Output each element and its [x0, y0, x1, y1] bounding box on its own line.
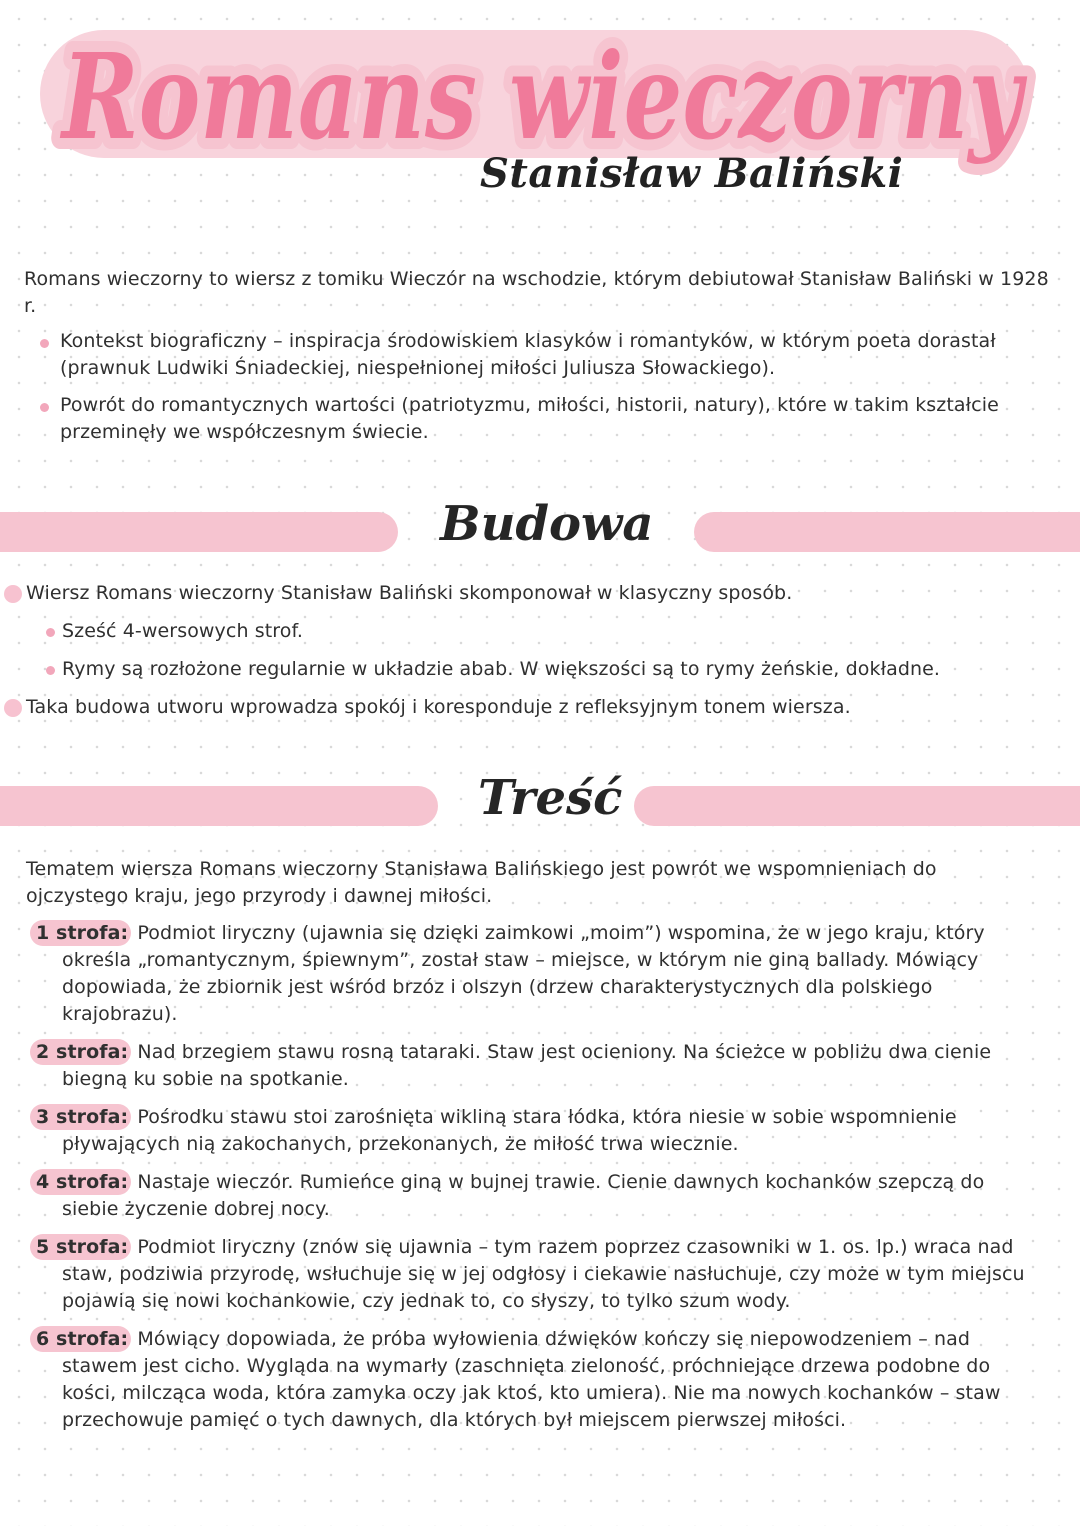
- bullet-dot-icon: [46, 628, 55, 637]
- stanza-text: Pośrodku stawu stoi zarośnięta wikliną stara łódka, która niesie w sobie wspomnienie pływających nią zakochanych, przekonanych, że miłość trwa wiecznie.: [62, 1106, 957, 1155]
- stanza-text: Mówiący dopowiada, że próba wyłowienia dźwięków kończy się niepowodzeniem – nad stawem jest cicho. Wygląda na wymarły (zaschnięta zieloność, próchniejące drzewa podobne do kości, milcząca woda, która zamyka oczy jak ktoś, kto umiera). Nie ma nowych kochanków – staw przechowuje pamięć o tych dawnych, dla których był miejscem pierwszej miłości.: [62, 1328, 1001, 1431]
- bullet-dot-icon: [4, 699, 22, 717]
- stanza-item: [30, 1039, 1045, 1093]
- list-item-text: Sześć 4-wersowych strof.: [62, 620, 304, 642]
- intro-paragraph: Romans wieczorny to wiersz z tomiku Wieczór na wschodzie, którym debiutował Stanisław Baliński w 1928 r.: [24, 268, 1049, 317]
- bullet-dot-icon: [40, 339, 49, 348]
- stanza-text-block: [36, 1326, 1045, 1434]
- section-divider-right: [694, 512, 1080, 552]
- list-item-text: Wiersz Romans wieczorny Stanisław Baliński skomponował w klasyczny sposób.: [26, 582, 793, 604]
- list-item: [0, 580, 1060, 618]
- title-block: [0, 0, 1080, 240]
- budowa-list: [0, 580, 1060, 732]
- list-item: [0, 656, 1060, 694]
- stanza-list: [30, 920, 1045, 1445]
- stanza-item: [30, 1169, 1045, 1223]
- section-divider-left: [0, 512, 398, 552]
- stanza-text-block: [36, 1104, 1045, 1158]
- intro-bullet-list: [40, 328, 1000, 456]
- stanza-label: 2 strofa:: [30, 1039, 131, 1065]
- stanza-label: 4 strofa:: [30, 1169, 131, 1195]
- author-name: Stanisław Baliński: [480, 150, 904, 197]
- stanza-text: Podmiot liryczny (ujawnia się dzięki zaimkowi „moim”) wspomina, że w jego kraju, który określa „romantycznym, śpiewnym”, został staw – miejsce, w którym nie giną ballady. Mówiący dopowiada, że zbiornik jest wśród brzóz i olszyn (drzew charakterystycznych dla polskiego krajobrazu).: [62, 922, 985, 1025]
- list-item: [0, 694, 1060, 732]
- section-divider-right: [634, 786, 1080, 826]
- stanza-item: [30, 1326, 1045, 1434]
- stanza-label: 1 strofa:: [30, 920, 131, 946]
- list-item-text: Kontekst biograficzny – inspiracja środowiskiem klasyków i romantyków, w którym poeta dorastał (prawnuk Ludwiki Śniadeckiej, niespełnionej miłości Juliusza Słowackiego).: [60, 330, 996, 379]
- list-item: [40, 392, 1000, 446]
- stanza-item: [30, 1104, 1045, 1158]
- stanza-text-block: [36, 1234, 1045, 1315]
- list-item-text: Powrót do romantycznych wartości (patriotyzmu, miłości, historii, natury), które w takim kształcie przeminęły we współczesnym świecie.: [60, 394, 999, 443]
- tresc-intro-paragraph: Tematem wiersza Romans wieczorny Stanisława Balińskiego jest powrót we wspomnieniach do ojczystego kraju, jego przyrody i dawnej miłości.: [26, 858, 937, 907]
- stanza-label: 3 strofa:: [30, 1104, 131, 1130]
- stanza-text-block: [36, 920, 1045, 1028]
- section-title-tresc: Treść: [478, 770, 623, 826]
- title-outline: Romans wieczorny: [59, 27, 1028, 166]
- bullet-dot-icon: [40, 403, 49, 412]
- list-item: [40, 328, 1000, 382]
- bullet-dot-icon: [46, 666, 55, 675]
- section-title-budowa: Budowa: [440, 496, 654, 552]
- list-item: [0, 618, 1060, 656]
- bullet-dot-icon: [4, 585, 22, 603]
- stanza-item: [30, 1234, 1045, 1315]
- title-lettering: [0, 0, 1080, 240]
- list-item-text: Taka budowa utworu wprowadza spokój i koresponduje z refleksyjnym tonem wiersza.: [26, 696, 851, 718]
- stanza-text-block: [36, 1169, 1045, 1223]
- stanza-text: Podmiot liryczny (znów się ujawnia – tym razem poprzez czasowniki w 1. os. lp.) wraca nad staw, podziwia przyrodę, wsłuchuje się w jej odgłosy i ciekawie nasłuchuje, czy może w tym miejscu pojawią się nowi kochankowie, czy jednak to, co słyszy, to tylko szum wody.: [62, 1236, 1025, 1312]
- stanza-text: Nastaje wieczór. Rumieńce giną w bujnej trawie. Cienie dawnych kochanków szepczą do siebie życzenie dobrej nocy.: [62, 1171, 985, 1220]
- stanza-text: Nad brzegiem stawu rosną tataraki. Staw jest ocieniony. Na ścieżce w pobliżu dwa cienie biegną ku sobie na spotkanie.: [62, 1041, 992, 1090]
- stanza-label: 5 strofa:: [30, 1234, 131, 1260]
- stanza-label: 6 strofa:: [30, 1326, 131, 1352]
- list-item-text: Rymy są rozłożone regularnie w układzie abab. W większości są to rymy żeńskie, dokładne.: [62, 658, 941, 680]
- section-divider-left: [0, 786, 438, 826]
- page-title: Romans wieczorny: [59, 27, 1028, 166]
- stanza-item: [30, 920, 1045, 1028]
- stanza-text-block: [36, 1039, 1045, 1093]
